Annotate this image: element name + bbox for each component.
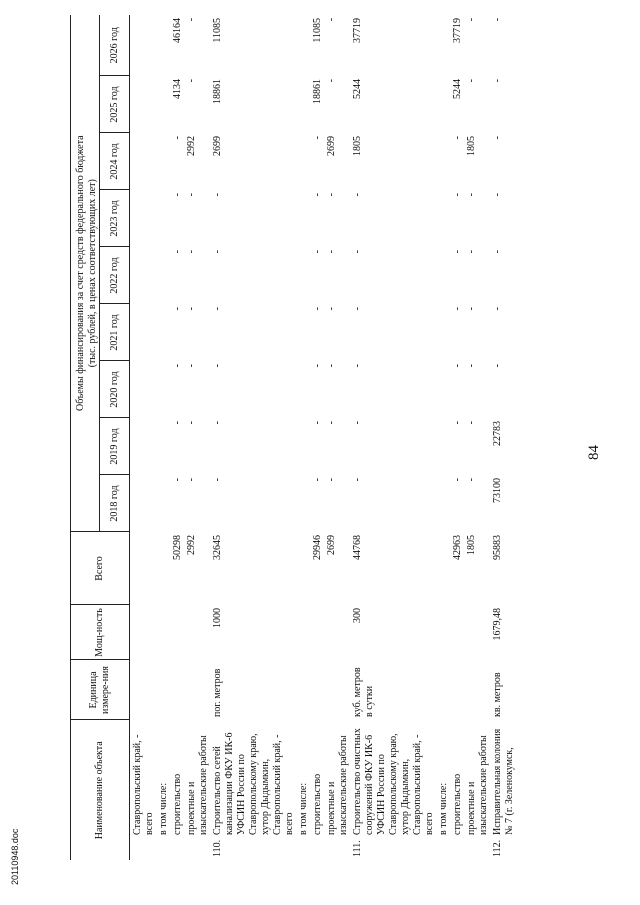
year-value-cell (156, 418, 170, 475)
row-number (436, 838, 450, 860)
year-value-cell: - (312, 250, 323, 254)
year-value-cell: - (186, 478, 197, 482)
year-value-cell: - (492, 364, 503, 368)
unit-cell (156, 660, 170, 720)
capacity-cell: 300 (352, 608, 363, 623)
year-value-cell: 1805 (352, 136, 363, 156)
object-name: в том числе: (298, 782, 309, 835)
capacity-cell (156, 605, 170, 660)
year-value-cell (436, 76, 450, 133)
year-value-cell: - (186, 421, 197, 425)
year-value-cell (296, 133, 310, 190)
year-value-cell: - (212, 421, 223, 425)
unit-cell (324, 660, 350, 720)
year-value-cell (296, 418, 310, 475)
year-value-cell: - (312, 478, 323, 482)
year-value-cell: - (326, 250, 337, 254)
total-cell (130, 532, 157, 605)
total-cell: 95883 (492, 535, 503, 560)
year-value-cell: - (186, 307, 197, 311)
year-value-cell: - (312, 364, 323, 368)
row-number (324, 838, 350, 860)
year-value-cell: 2992 (186, 136, 197, 156)
year-value-cell: - (352, 193, 363, 197)
year-value-cell: 37719 (352, 17, 363, 43)
object-name: Строительство сетей канализации ФКУ ИК-6 УФСИН России по Ставропольскому краю, хутор Дыдымкин, Ставропольский край, - всего (212, 732, 295, 835)
header-year: 2026 год (100, 15, 130, 76)
header-year: 2024 год (100, 133, 130, 190)
year-value-cell (130, 15, 157, 76)
object-name: проектные и изыскательские работы (466, 735, 489, 835)
year-value-cell: 22783 (492, 421, 503, 446)
year-value-cell (130, 247, 157, 304)
row-number (450, 838, 464, 860)
year-value-cell: - (186, 193, 197, 197)
header-year: 2018 год (100, 475, 130, 532)
year-value-cell (156, 475, 170, 532)
row-number (296, 838, 310, 860)
row-number (464, 838, 490, 860)
year-value-cell: - (352, 307, 363, 311)
year-value-cell: 1805 (466, 136, 477, 156)
year-value-cell: - (186, 250, 197, 254)
year-value-cell (130, 76, 157, 133)
year-value-cell (436, 190, 450, 247)
year-value-cell (436, 361, 450, 418)
total-cell: 2992 (186, 535, 197, 555)
year-value-cell: - (352, 421, 363, 425)
header-name: Наименование объекта (71, 720, 130, 860)
year-value-cell: - (466, 478, 477, 482)
year-value-cell (156, 361, 170, 418)
header-unit: Единица измере-ния (71, 660, 130, 720)
table-row (324, 15, 350, 860)
row-number (310, 838, 324, 860)
year-value-cell: 37719 (452, 17, 463, 43)
year-value-cell: - (452, 478, 463, 482)
total-cell: 1805 (466, 535, 477, 555)
year-value-cell: 4134 (172, 79, 183, 99)
document-id: 20110948.doc (10, 828, 20, 885)
unit-cell (130, 660, 157, 720)
total-cell: 42963 (452, 535, 463, 560)
total-cell (436, 532, 450, 605)
year-value-cell: 18861 (312, 79, 323, 104)
year-value-cell: - (312, 421, 323, 425)
year-value-cell: - (492, 79, 503, 83)
unit-cell (170, 660, 184, 720)
year-value-cell: - (452, 307, 463, 311)
year-value-cell (296, 15, 310, 76)
year-value-cell: - (492, 136, 503, 140)
capacity-cell (130, 605, 157, 660)
year-value-cell: - (326, 193, 337, 197)
table-row (184, 15, 210, 860)
table-row (464, 15, 490, 860)
unit-cell (464, 660, 490, 720)
year-value-cell: - (492, 193, 503, 197)
year-value-cell: 2699 (212, 136, 223, 156)
object-name: в том числе: (158, 782, 169, 835)
year-value-cell: - (452, 136, 463, 140)
year-value-cell (436, 133, 450, 190)
year-value-cell (296, 475, 310, 532)
total-cell: 32645 (212, 535, 223, 560)
year-value-cell (296, 190, 310, 247)
table-row (310, 15, 324, 860)
year-value-cell: - (492, 307, 503, 311)
year-value-cell: - (212, 250, 223, 254)
year-value-cell (156, 15, 170, 76)
row-number (156, 838, 170, 860)
table-row (156, 15, 170, 860)
year-value-cell (156, 133, 170, 190)
year-value-cell: - (466, 364, 477, 368)
year-value-cell: - (352, 364, 363, 368)
year-value-cell (436, 304, 450, 361)
year-value-cell: 11085 (212, 17, 223, 43)
total-cell: 44768 (352, 535, 363, 560)
year-value-cell: - (312, 307, 323, 311)
table-row (210, 15, 296, 860)
capacity-cell (296, 605, 310, 660)
year-value-cell: - (452, 250, 463, 254)
object-name: строительство (312, 773, 323, 835)
year-value-cell: - (172, 307, 183, 311)
year-value-cell: 11085 (312, 17, 323, 43)
year-value-cell: - (452, 193, 463, 197)
year-value-cell: - (172, 250, 183, 254)
row-number (170, 838, 184, 860)
object-name: строительство (452, 773, 463, 835)
year-value-cell: 2699 (326, 136, 337, 156)
year-value-cell (436, 418, 450, 475)
header-year: 2023 год (100, 190, 130, 247)
header-year: 2021 год (100, 304, 130, 361)
year-value-cell (156, 190, 170, 247)
year-value-cell: - (172, 193, 183, 197)
header-funding: Объемы финансирования за счет средств федерального бюджета (71, 15, 88, 532)
year-value-cell: - (492, 250, 503, 254)
year-value-cell: - (186, 79, 197, 83)
year-value-cell: - (492, 17, 503, 22)
header-year: 2022 год (100, 247, 130, 304)
year-value-cell (436, 247, 450, 304)
year-value-cell: - (186, 364, 197, 368)
row-number: 110. (212, 839, 223, 857)
year-value-cell (130, 133, 157, 190)
year-value-cell: 18861 (212, 79, 223, 104)
year-value-cell: 46164 (172, 17, 183, 43)
unit-cell (310, 660, 324, 720)
unit-cell: куб. метров в сутки (352, 667, 375, 717)
year-value-cell: - (466, 17, 477, 22)
year-value-cell: - (172, 364, 183, 368)
object-name: Исправительная колония № 7 (г. Зеленокумск, (492, 728, 515, 835)
header-year: 2019 год (100, 418, 130, 475)
unit-cell (436, 660, 450, 720)
year-value-cell (130, 304, 157, 361)
capacity-cell: 1000 (212, 608, 223, 628)
year-value-cell (296, 76, 310, 133)
year-value-cell: - (172, 136, 183, 140)
header-year: 2025 год (100, 76, 130, 133)
year-value-cell: - (466, 193, 477, 197)
year-value-cell: - (326, 79, 337, 83)
year-value-cell: - (212, 478, 223, 482)
table-row (130, 15, 157, 860)
year-value-cell (296, 304, 310, 361)
year-value-cell: - (452, 421, 463, 425)
year-value-cell: - (326, 421, 337, 425)
row-number: 112. (492, 839, 503, 857)
year-value-cell: - (212, 364, 223, 368)
year-value-cell: - (326, 478, 337, 482)
year-value-cell: - (466, 79, 477, 83)
row-number (184, 838, 210, 860)
header-total: Всего (71, 532, 130, 605)
unit-cell (450, 660, 464, 720)
object-name: Строительство очистных сооружений ФКУ ИК-6 УФСИН России по Ставропольскому краю, хутор Дыдымкин, Ставропольский край, - всего (352, 728, 435, 835)
year-value-cell: - (326, 364, 337, 368)
capacity-cell (464, 605, 490, 660)
year-value-cell (156, 304, 170, 361)
object-name: проектные и изыскательские работы (186, 735, 209, 835)
year-value-cell: - (466, 250, 477, 254)
year-value-cell: - (186, 17, 197, 22)
year-value-cell: - (466, 421, 477, 425)
year-value-cell: 5244 (452, 79, 463, 99)
year-value-cell (156, 247, 170, 304)
table-row (170, 15, 184, 860)
year-value-cell: - (212, 193, 223, 197)
capacity-cell: 1679,48 (492, 608, 503, 641)
year-value-cell (296, 361, 310, 418)
unit-cell: кв. метров (492, 672, 503, 717)
year-value-cell: - (352, 250, 363, 254)
row-number: 111. (352, 840, 363, 857)
total-cell: 50298 (172, 535, 183, 560)
total-cell: 2699 (326, 535, 337, 555)
capacity-cell (184, 605, 210, 660)
table-row (450, 15, 464, 860)
capacity-cell (324, 605, 350, 660)
year-value-cell: - (312, 136, 323, 140)
year-value-cell: - (172, 478, 183, 482)
object-name: в том числе: (438, 782, 449, 835)
year-value-cell (130, 361, 157, 418)
year-value-cell: 5244 (352, 79, 363, 99)
object-name: Ставропольский край, - всего (132, 734, 155, 835)
header-capacity: Мощ-ность (71, 605, 130, 660)
table-row (490, 15, 516, 860)
table-row (296, 15, 310, 860)
year-value-cell (130, 418, 157, 475)
capacity-cell (170, 605, 184, 660)
unit-cell (184, 660, 210, 720)
year-value-cell: - (312, 193, 323, 197)
year-value-cell: - (326, 17, 337, 22)
year-value-cell (436, 475, 450, 532)
total-cell: 29946 (312, 535, 323, 560)
capacity-cell (450, 605, 464, 660)
capacity-cell (310, 605, 324, 660)
year-value-cell: - (452, 364, 463, 368)
table-row (350, 15, 436, 860)
year-value-cell: - (326, 307, 337, 311)
year-value-cell: - (172, 421, 183, 425)
total-cell (296, 532, 310, 605)
table-row (436, 15, 450, 860)
year-value-cell: - (212, 307, 223, 311)
object-name: проектные и изыскательские работы (326, 735, 349, 835)
object-name: строительство (172, 773, 183, 835)
year-value-cell (296, 247, 310, 304)
funding-table (70, 15, 516, 860)
total-cell (156, 532, 170, 605)
year-value-cell: 73100 (492, 478, 503, 503)
header-year: 2020 год (100, 361, 130, 418)
capacity-cell (436, 605, 450, 660)
header-funding-units: (тыс. рублей, в ценах соответствующих лет) (87, 15, 100, 532)
year-value-cell (436, 15, 450, 76)
row-number (130, 838, 157, 860)
page-number: 84 (586, 445, 602, 460)
year-value-cell (130, 475, 157, 532)
year-value-cell (130, 190, 157, 247)
year-value-cell (156, 76, 170, 133)
unit-cell (296, 660, 310, 720)
year-value-cell: - (466, 307, 477, 311)
year-value-cell: - (352, 478, 363, 482)
unit-cell: пог. метров (212, 668, 223, 717)
